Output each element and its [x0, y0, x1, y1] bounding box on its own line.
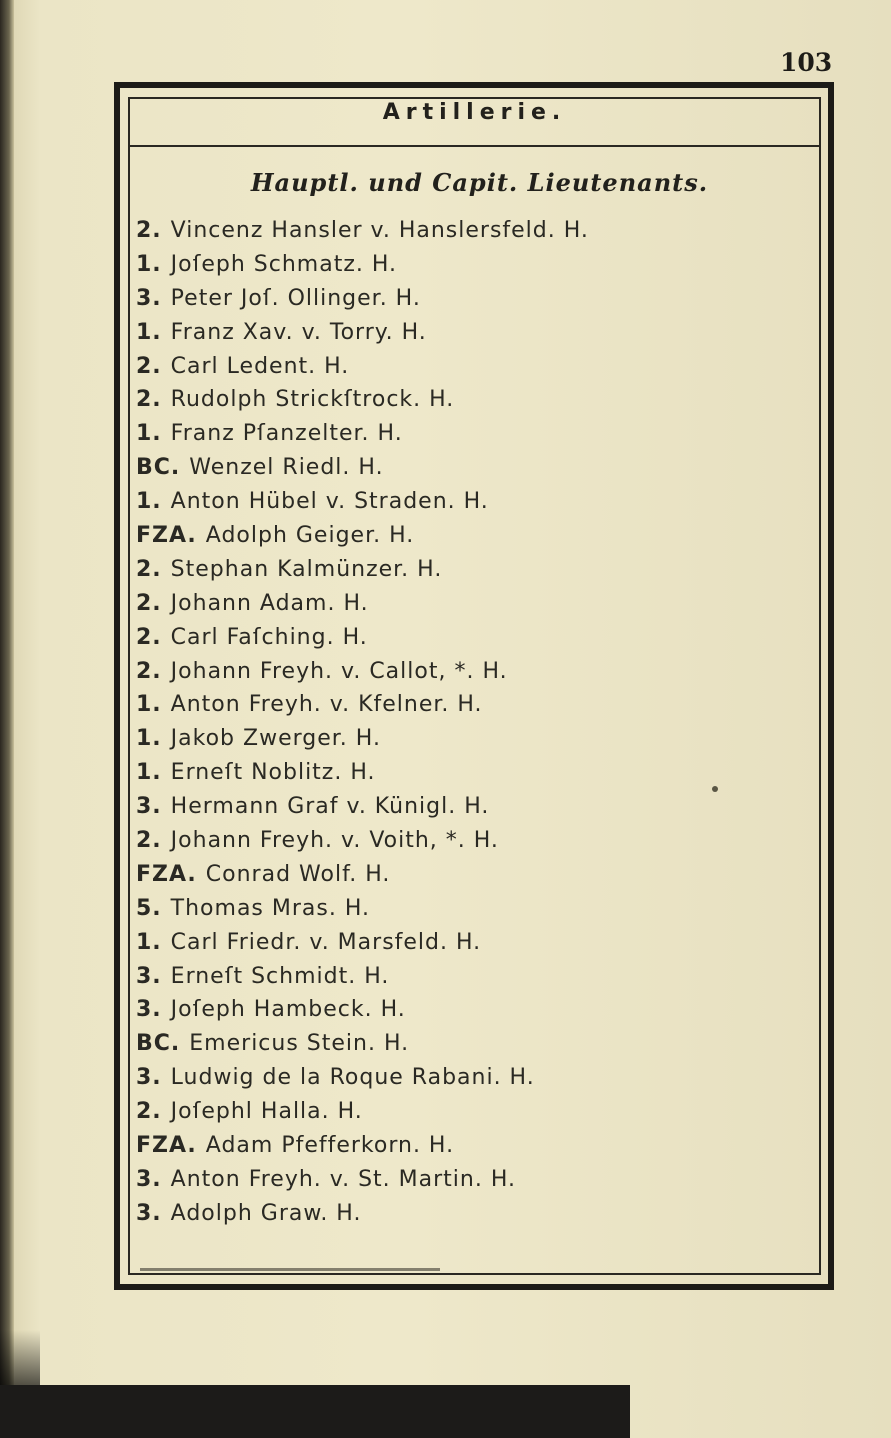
list-item — [136, 926, 816, 960]
list-item — [136, 1095, 816, 1129]
entry-rank-number: 5. — [136, 895, 162, 921]
list-item — [136, 451, 816, 485]
list-item — [136, 621, 816, 655]
entry-officer-name: Carl Friedr. v. Marsfeld. H. — [170, 929, 482, 955]
entry-rank-number: 2. — [136, 556, 162, 582]
list-item — [136, 993, 816, 1027]
entry-rank-number: FZA. — [136, 523, 197, 549]
entry-rank-number: 1. — [136, 319, 162, 345]
list-item — [136, 655, 816, 689]
entry-officer-name: Anton Freyh. v. St. Martin. H. — [170, 1166, 516, 1192]
list-item — [136, 214, 816, 248]
book-spine-shadow — [0, 0, 14, 1438]
list-item — [136, 892, 816, 926]
entry-officer-name: Rudolph Strickſtrock. H. — [170, 387, 455, 413]
list-item — [136, 858, 816, 892]
list-item — [136, 350, 816, 384]
entry-officer-name: Vincenz Hansler v. Hanslersfeld. H. — [170, 218, 589, 243]
list-item — [136, 1027, 816, 1061]
entry-officer-name: Stephan Kalmünzer. H. — [170, 556, 443, 582]
entry-rank-number: BC. — [136, 455, 181, 481]
scan-background-edge — [0, 1385, 630, 1438]
entry-officer-name: Adolph Geiger. H. — [205, 523, 415, 549]
list-item — [136, 790, 816, 824]
list-item — [136, 316, 816, 350]
entry-rank-number: 2. — [136, 624, 162, 650]
list-item — [136, 1197, 816, 1231]
entry-rank-number: 2. — [136, 658, 162, 684]
entry-rank-number: 1. — [136, 692, 162, 718]
header-divider — [130, 145, 820, 147]
entry-officer-name: Joſeph Hambeck. H. — [170, 997, 406, 1023]
entry-rank-number: 3. — [136, 1200, 162, 1226]
list-item — [136, 553, 816, 587]
entry-officer-name: Adolph Graw. H. — [170, 1200, 362, 1226]
entry-officer-name: Erneſt Schmidt. H. — [170, 963, 390, 989]
entry-rank-number: 1. — [136, 421, 162, 447]
list-item — [136, 282, 816, 316]
list-item — [136, 383, 816, 417]
entry-officer-name: Johann Freyh. v. Voith, *. H. — [170, 828, 499, 854]
entry-rank-number: 3. — [136, 1166, 162, 1192]
entry-rank-number: 3. — [136, 285, 162, 311]
list-item — [136, 519, 816, 553]
entry-rank-number: 3. — [136, 1065, 162, 1091]
entry-officer-name: Wenzel Riedl. H. — [189, 455, 384, 481]
entry-officer-name: Erneſt Noblitz. H. — [170, 760, 376, 786]
entry-officer-name: Franz Pſanzelter. H. — [170, 421, 403, 447]
entry-officer-name: Joſephl Halla. H. — [170, 1099, 363, 1125]
entry-rank-number: 1. — [136, 251, 162, 277]
entry-rank-number: 1. — [136, 726, 162, 752]
entry-rank-number: 3. — [136, 963, 162, 989]
list-item — [136, 1163, 816, 1197]
list-item — [136, 824, 816, 858]
entry-rank-number: 1. — [136, 929, 162, 955]
page-number: 103 — [780, 48, 833, 77]
list-item — [136, 248, 816, 282]
entry-officer-name: Franz Xav. v. Torry. H. — [170, 319, 427, 345]
entry-officer-name: Hermann Graf v. Künigl. H. — [170, 794, 490, 820]
entry-officer-name: Johann Freyh. v. Callot, *. H. — [170, 658, 508, 684]
entry-rank-number: 2. — [136, 828, 162, 854]
list-item — [136, 1061, 816, 1095]
entry-officer-name: Carl Ledent. H. — [170, 353, 350, 379]
entry-rank-number: FZA. — [136, 861, 197, 887]
entry-rank-number: 2. — [136, 218, 162, 243]
list-item — [136, 1129, 816, 1163]
entry-officer-name: Joſeph Schmatz. H. — [170, 251, 398, 277]
entry-officer-name: Emericus Stein. H. — [189, 1031, 410, 1057]
entry-officer-name: Johann Adam. H. — [170, 590, 369, 616]
entry-officer-name: Conrad Wolf. H. — [205, 861, 391, 887]
bottom-ornament-line — [140, 1268, 440, 1271]
entry-rank-number: 2. — [136, 353, 162, 379]
ink-speck — [712, 786, 718, 792]
section-title: Artillerie. — [382, 100, 567, 125]
officer-list — [136, 214, 816, 1231]
entry-rank-number: 1. — [136, 489, 162, 515]
entry-officer-name: Anton Hübel v. Straden. H. — [170, 489, 489, 515]
entry-rank-number: 3. — [136, 997, 162, 1023]
list-item — [136, 722, 816, 756]
entry-rank-number: 1. — [136, 760, 162, 786]
subsection-title: Hauptl. und Capit. Lieutenants. — [250, 168, 709, 197]
list-item — [136, 417, 816, 451]
list-item — [136, 960, 816, 994]
entry-rank-number: 2. — [136, 590, 162, 616]
entry-officer-name: Ludwig de la Roque Rabani. H. — [170, 1065, 535, 1091]
entry-officer-name: Thomas Mras. H. — [170, 895, 370, 921]
entry-officer-name: Anton Freyh. v. Kfelner. H. — [170, 692, 483, 718]
list-item — [136, 688, 816, 722]
page-corner-shadow — [0, 1330, 40, 1390]
entry-rank-number: 2. — [136, 1099, 162, 1125]
list-item — [136, 587, 816, 621]
entry-rank-number: 2. — [136, 387, 162, 413]
entry-officer-name: Peter Joſ. Ollinger. H. — [170, 285, 421, 311]
entry-rank-number: 3. — [136, 794, 162, 820]
entry-officer-name: Carl Faſching. H. — [170, 624, 368, 650]
entry-rank-number: FZA. — [136, 1133, 197, 1159]
entry-rank-number: BC. — [136, 1031, 181, 1057]
entry-officer-name: Jakob Zwerger. H. — [170, 726, 381, 752]
list-item — [136, 485, 816, 519]
entry-officer-name: Adam Pfefferkorn. H. — [205, 1133, 455, 1159]
